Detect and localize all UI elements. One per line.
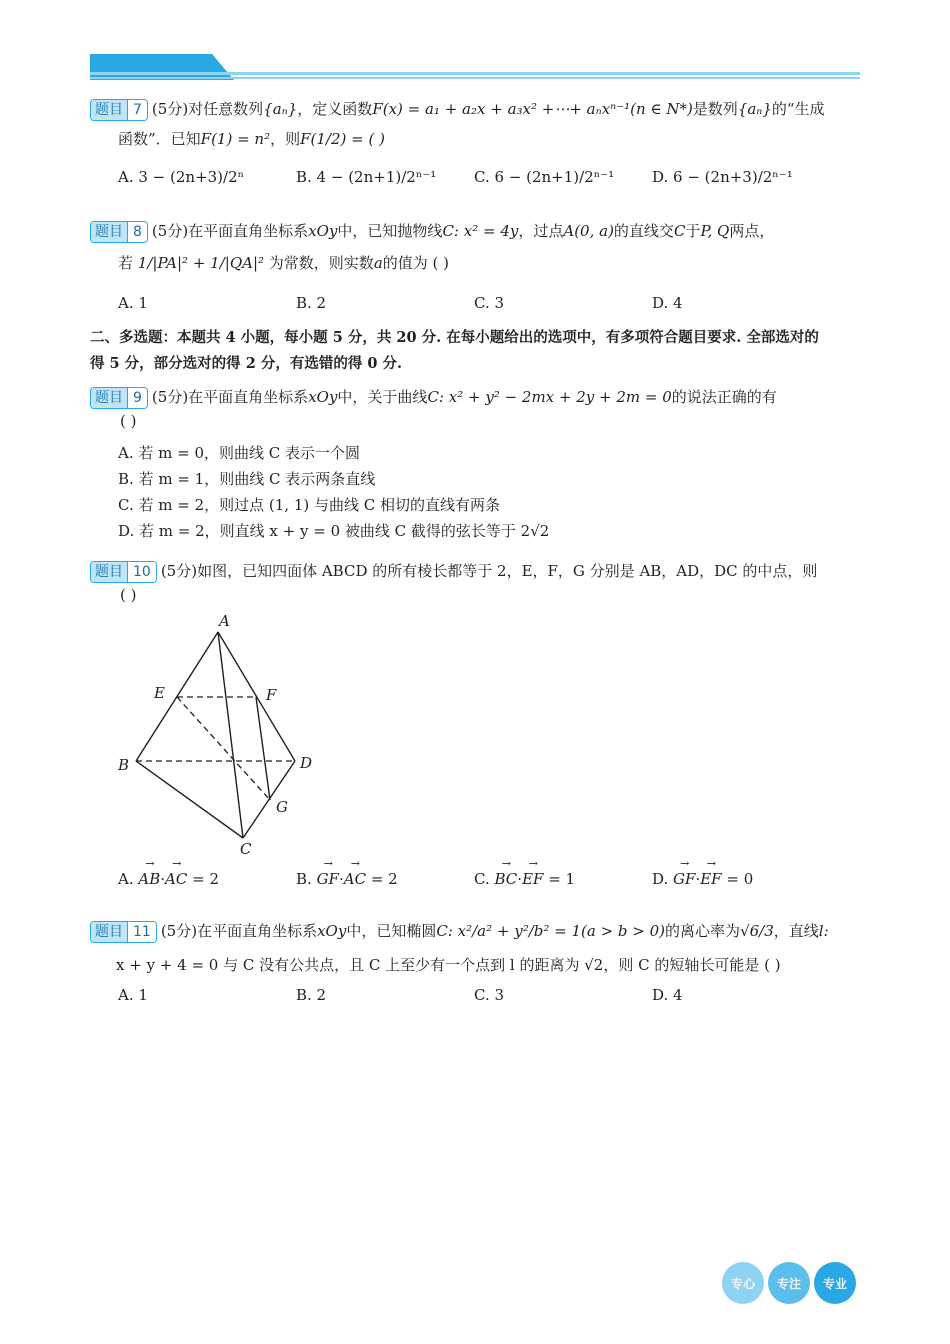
question-7: 题目 7 (5分)对任意数列{aₙ}，定义函数F(x) = a₁ + a₂x + a₃x² +⋯+ aₙxⁿ⁻¹(n ∈ N*)是数列{aₙ}的“生成: [90, 96, 865, 122]
label-f: F: [266, 686, 277, 704]
header-rule: [90, 72, 860, 75]
header-rule-thin: [90, 77, 860, 79]
question-badge: 题目 11: [90, 921, 157, 943]
option-c: C. 3: [474, 294, 505, 312]
option-d: D. 若 m = 2，则直线 x + y = 0 被曲线 C 截得的弦长等于 2√2: [118, 522, 550, 540]
option-a: A. 3 − (2n+3)/2ⁿ: [118, 168, 245, 186]
question-7-options: [118, 168, 830, 186]
footer-badge-1: 专心: [722, 1262, 764, 1304]
tetrahedron-figure: [100, 608, 330, 860]
question-8-options: [118, 294, 830, 312]
option-b: B. 2: [296, 986, 327, 1004]
question-11-line2: x + y + 4 = 0 与 C 没有公共点，且 C 上至少有一个点到 l 的距离为 √2，则 C 的短轴长可能是 ( ): [116, 956, 781, 974]
question-8-line2: 若 1/|PA|² + 1/|QA|² 为常数，则实数a的值为 ( ): [118, 254, 450, 272]
footer-badges: [722, 1262, 856, 1304]
label-g: G: [276, 798, 288, 816]
option-a: A. 1: [118, 986, 148, 1004]
question-7-line2: 函数”．已知F(1) = n²，则F(1/2) = ( ): [118, 130, 385, 148]
question-badge: 题目 10: [90, 561, 157, 583]
question-9: 题目 9 (5分)在平面直角坐标系xOy中，关于曲线C: x² + y² − 2mx + 2y + 2m = 0的说法正确的有: [90, 384, 865, 410]
question-10-paren: ( ): [120, 586, 137, 604]
option-b: B. 4 − (2n+1)/2ⁿ⁻¹: [296, 168, 437, 186]
section-heading-line2: 得 5 分，部分选对的得 2 分，有选错的得 0 分.: [90, 355, 403, 372]
question-10-options: [118, 870, 830, 888]
section-heading-line1: 二、多选题：本题共 4 小题，每小题 5 分，共 20 分. 在每小题给出的选项中，有多项符合题目要求. 全部选对的: [90, 329, 819, 346]
label-e: E: [154, 684, 165, 702]
question-11-options: [118, 986, 830, 1004]
option-a: A. 若 m = 0，则曲线 C 表示一个圆: [118, 444, 361, 462]
label-a: A: [219, 612, 230, 630]
question-badge: 题目 7: [90, 99, 148, 121]
footer-badge-3: 专业: [814, 1262, 856, 1304]
option-b: B. 若 m = 1，则曲线 C 表示两条直线: [118, 470, 376, 488]
footer-badge-2: 专注: [768, 1262, 810, 1304]
label-d: D: [300, 754, 313, 772]
option-c: C. 3: [474, 986, 505, 1004]
score: (5分): [151, 100, 189, 118]
option-d: D. → GF·→ EF = 0: [652, 870, 830, 888]
question-badge: 题目 9: [90, 387, 148, 409]
option-b: B. 2: [296, 294, 327, 312]
option-c: C. → BC·→ EF = 1: [474, 870, 652, 888]
option-d: D. 4: [652, 986, 683, 1004]
label-c: C: [240, 840, 252, 858]
option-d: D. 6 − (2n+3)/2ⁿ⁻¹: [652, 168, 793, 186]
option-d: D. 4: [652, 294, 683, 312]
question-11: 题目 11 (5分)在平面直角坐标系xOy中，已知椭圆C: x²/a² + y²/b² = 1(a > b > 0)的离心率为√6/3，直线l:: [90, 918, 865, 944]
question-10: 题目 10 (5分)如图，已知四面体 ABCD 的所有棱长都等于 2，E，F，G 分别是 AB，AD，DC 的中点，则: [90, 558, 865, 584]
question-9-paren: ( ): [120, 412, 137, 430]
option-c: C. 若 m = 2，则过点 (1, 1) 与曲线 C 相切的直线有两条: [118, 496, 500, 514]
label-b: B: [118, 756, 130, 774]
option-a: A. 1: [118, 294, 148, 312]
option-a: A. → AB·→ AC = 2: [118, 870, 296, 888]
option-c: C. 6 − (2n+1)/2ⁿ⁻¹: [474, 168, 615, 186]
question-8: 题目 8 (5分)在平面直角坐标系xOy中，已知抛物线C: x² = 4y，过点A(0, a)的直线交C于P, Q两点，: [90, 218, 865, 244]
question-badge: 题目 8: [90, 221, 148, 243]
option-b: B. → GF·→ AC = 2: [296, 870, 474, 888]
